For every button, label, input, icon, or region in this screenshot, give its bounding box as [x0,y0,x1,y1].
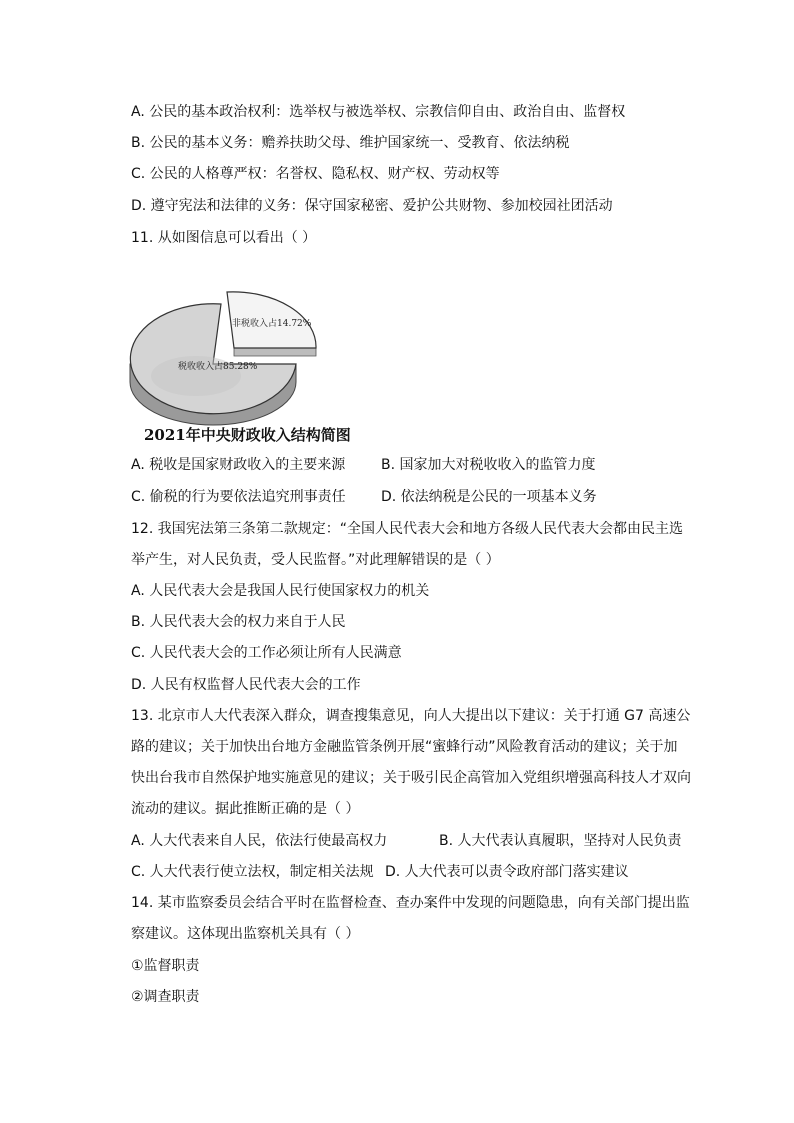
q13-options-row1 [131,831,682,851]
q14-stem-line1: 14. 某市监察委员会结合平时在监督检查、查办案件中发现的问题隐患，向有关部门提出监 [131,895,690,911]
q11-stem: 11. 从如图信息可以看出（ ） [131,230,317,246]
q10-option-d: D. 遵守宪法和法律的义务：保守国家秘密、爱护公共财物、参加校园社团活动 [131,198,613,214]
q13-option-c: C. 人大代表行使立法权，制定相关法规 [131,864,374,880]
pie-chart-svg [126,286,406,446]
q13-stem-line3: 快出台我市自然保护地实施意见的建议；关于吸引民企高管加入党组织增强高科技人才双向 [131,770,691,786]
q12-option-d: D. 人民有权监督人民代表大会的工作 [131,677,361,693]
q14-item-2: ②调查职责 [131,989,200,1005]
pie-slice-nontax-side [234,348,316,356]
q11-options-row1 [131,455,596,475]
q11-option-a: A. 税收是国家财政收入的主要来源 [131,457,346,473]
q11-option-c: C. 偷税的行为要依法追究刑事责任 [131,489,346,505]
q13-stem-line2: 路的建议；关于加快出台地方金融监管条例开展“蜜蜂行动”风险教育活动的建议；关于加 [131,739,678,755]
q14-stem-line2: 察建议。这体现出监察机关具有（ ） [131,926,360,942]
q13-options-row2 [131,862,629,882]
q11-option-d: D. 依法纳税是公民的一项基本义务 [381,489,597,505]
q12-option-c: C. 人民代表大会的工作必须让所有人民满意 [131,645,402,661]
q13-option-a: A. 人大代表来自人民，依法行使最高权力 [131,833,388,849]
q12-option-a: A. 人民代表大会是我国人民行使国家权力的机关 [131,583,430,599]
q12-stem-line1: 12. 我国宪法第三条第二款规定：“全国人民代表大会和地方各级人民代表大会都由民主选 [131,521,683,537]
q12-option-b: B. 人民代表大会的权力来自于人民 [131,614,346,630]
pie-label-tax: 税收收入占85.28% [178,362,258,372]
q11-option-b: B. 国家加大对税收收入的监管力度 [381,457,596,473]
q14-item-1: ①监督职责 [131,958,200,974]
q13-option-b: B. 人大代表认真履职，坚持对人民负责 [439,833,682,849]
q13-stem-line1: 13. 北京市人大代表深入群众，调查搜集意见，向人大提出以下建议：关于打通 G7 高速公 [131,708,691,724]
q10-option-a: A. 公民的基本政治权利：选举权与被选举权、宗教信仰自由、政治自由、监督权 [131,104,626,120]
pie-chart [126,286,406,446]
q13-option-d: D. 人大代表可以责令政府部门落实建议 [385,864,629,880]
q11-options-row2 [131,487,597,507]
q10-option-c: C. 公民的人格尊严权：名誉权、隐私权、财产权、劳动权等 [131,166,500,182]
chart-title: 2021年中央财政收入结构简图 [144,426,351,444]
q10-option-b: B. 公民的基本义务：赡养扶助父母、维护国家统一、受教育、依法纳税 [131,135,570,151]
pie-label-nontax: 非税收入占14.72% [232,319,312,329]
q13-stem-line4: 流动的建议。据此推断正确的是（ ） [131,801,360,817]
q12-stem-line2: 举产生，对人民负责，受人民监督。”对此理解错误的是（ ） [131,552,500,568]
